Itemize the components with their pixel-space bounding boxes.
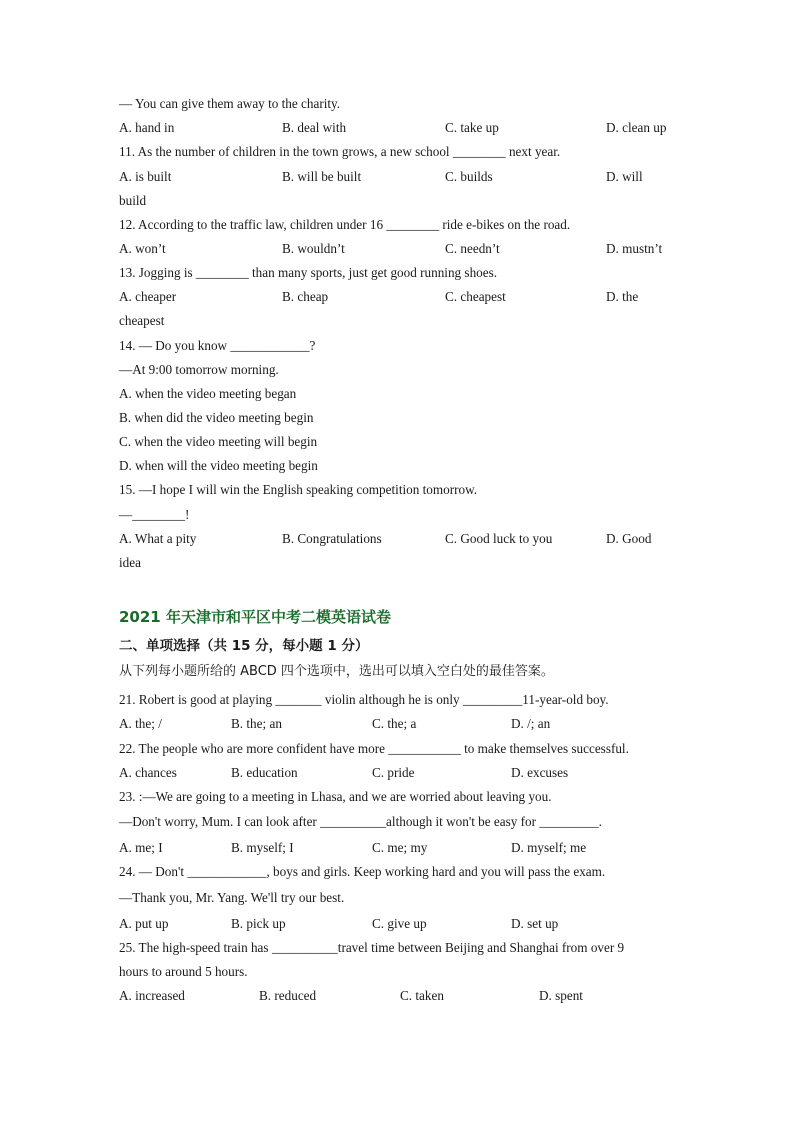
q11-option-b: B. will be built xyxy=(282,169,362,184)
q23-option-a: A. me; I xyxy=(119,840,163,855)
exam-title: 2021 年天津市和平区中考二模英语试卷 xyxy=(119,608,391,626)
q25-option-b: B. reduced xyxy=(259,988,317,1003)
q13-option-a: A. cheaper xyxy=(119,289,177,304)
q10-option-c: C. take up xyxy=(445,120,499,135)
q22-option-d: D. excuses xyxy=(511,765,569,780)
q11-stem: 11. As the number of children in the town grows, a new school ________ next year. xyxy=(119,144,561,159)
q11-option-c: C. builds xyxy=(445,169,493,184)
q14-option-d: D. when will the video meeting begin xyxy=(119,458,318,473)
q23-reply: —Don't worry, Mum. I can look after __________although it won't be easy for _________. xyxy=(119,814,602,829)
q15-stem: 15. —I hope I will win the English speaking competition tomorrow. xyxy=(119,482,478,497)
q25-option-c: C. taken xyxy=(400,988,444,1003)
q25-option-a: A. increased xyxy=(119,988,185,1003)
section-heading: 二、单项选择（共 15 分，每小题 1 分） xyxy=(119,638,369,654)
q10-option-b: B. deal with xyxy=(282,120,347,135)
q14-option-b: B. when did the video meeting begin xyxy=(119,410,314,425)
q23-stem: 23. :—We are going to a meeting in Lhasa, and we are worried about leaving you. xyxy=(119,789,552,804)
q11-option-a: A. is built xyxy=(119,169,172,184)
q25-stem: 25. The high-speed train has __________travel time between Beijing and Shanghai from over 9 xyxy=(119,940,625,955)
q14-option-c: C. when the video meeting will begin xyxy=(119,434,318,449)
q15-option-d: D. Good xyxy=(606,531,652,546)
q22-option-a: A. chances xyxy=(119,765,177,780)
q10-option-d: D. clean up xyxy=(606,120,667,135)
q22-option-c: C. pride xyxy=(372,765,415,780)
q21-option-d: D. /; an xyxy=(511,716,551,731)
q23-option-b: B. myself; I xyxy=(231,840,294,855)
q13-stem: 13. Jogging is ________ than many sports, just get good running shoes. xyxy=(119,265,498,280)
q13-option-b: B. cheap xyxy=(282,289,329,304)
q24-option-d: D. set up xyxy=(511,916,559,931)
q12-option-a: A. won’t xyxy=(119,241,166,256)
q24-option-a: A. put up xyxy=(119,916,169,931)
q13-option-c: C. cheapest xyxy=(445,289,506,304)
q24-option-c: C. give up xyxy=(372,916,427,931)
q25-stem-wrap: hours to around 5 hours. xyxy=(119,964,248,979)
q14-option-a: A. when the video meeting began xyxy=(119,386,297,401)
q15-option-d-wrap: idea xyxy=(119,555,141,570)
section-instruction: 从下列每小题所给的 ABCD 四个选项中，选出可以填入空白处的最佳答案。 xyxy=(119,664,554,679)
q24-reply: —Thank you, Mr. Yang. We'll try our best. xyxy=(119,890,345,905)
q13-option-d: D. the xyxy=(606,289,639,304)
q23-option-d: D. myself; me xyxy=(511,840,587,855)
q12-stem: 12. According to the traffic law, children under 16 ________ ride e-bikes on the road. xyxy=(119,217,571,232)
q15-option-a: A. What a pity xyxy=(119,531,197,546)
q21-option-b: B. the; an xyxy=(231,716,282,731)
q15-option-c: C. Good luck to you xyxy=(445,531,553,546)
q12-option-d: D. mustn’t xyxy=(606,241,663,256)
q22-stem: 22. The people who are more confident have more ___________ to make themselves successful. xyxy=(119,741,629,756)
q10-reply: — You can give them away to the charity. xyxy=(119,96,341,111)
q23-option-c: C. me; my xyxy=(372,840,428,855)
q15-option-b: B. Congratulations xyxy=(282,531,382,546)
q10-option-a: A. hand in xyxy=(119,120,175,135)
q11-option-d: D. will xyxy=(606,169,643,184)
q13-option-d-wrap: cheapest xyxy=(119,313,165,328)
q14-stem: 14. — Do you know ____________? xyxy=(119,338,316,353)
q22-option-b: B. education xyxy=(231,765,298,780)
q12-option-c: C. needn’t xyxy=(445,241,500,256)
q24-option-b: B. pick up xyxy=(231,916,286,931)
q24-stem: 24. — Don't ____________, boys and girls. Keep working hard and you will pass the exam. xyxy=(119,864,606,879)
q11-option-d-wrap: build xyxy=(119,193,147,208)
q21-option-a: A. the; / xyxy=(119,716,162,731)
q21-option-c: C. the; a xyxy=(372,716,417,731)
q14-reply: —At 9:00 tomorrow morning. xyxy=(119,362,279,377)
q25-option-d: D. spent xyxy=(539,988,583,1003)
q12-option-b: B. wouldn’t xyxy=(282,241,345,256)
q15-reply: —________! xyxy=(119,507,190,522)
q21-stem: 21. Robert is good at playing _______ violin although he is only _________11-year-old boy. xyxy=(119,692,609,707)
